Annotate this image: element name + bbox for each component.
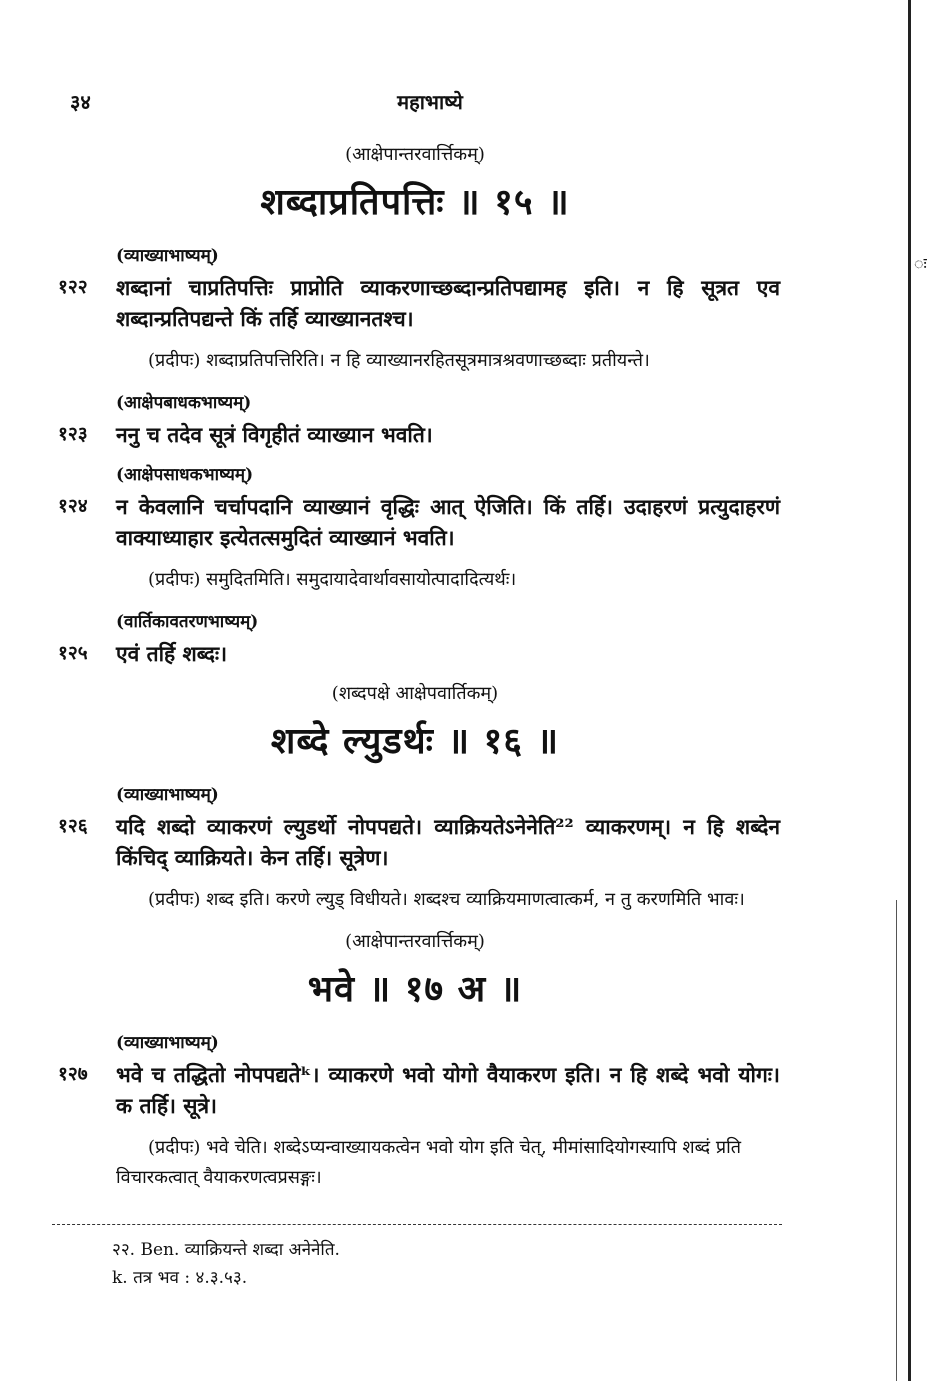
paragraph-number: १२३	[58, 423, 88, 445]
paragraph	[50, 491, 780, 553]
paragraph-text: एवं तर्हि शब्दः।	[116, 641, 228, 666]
varttika-heading: भवे ॥ १७ अ ॥	[307, 968, 523, 1010]
page-header	[70, 88, 790, 118]
page-edge-line	[908, 0, 911, 1381]
section-label: (आक्षेपान्तरवार्त्तिकम्)	[345, 144, 485, 165]
pradipa-commentary: (प्रदीपः) शब्द इति। करणे ल्युड् विधीयते। शब्दश्च व्याक्रियमाणत्वात्कर्म, न तु करणमिति भावः।	[148, 889, 745, 910]
paragraph	[50, 811, 780, 873]
paragraph-number: १२४	[58, 495, 88, 517]
paragraph-number: १२५	[58, 642, 88, 664]
section-17	[50, 929, 780, 1193]
commentary-label: (व्याख्याभाष्यम्)	[116, 1033, 219, 1053]
commentary-label: (वार्तिकावतरणभाष्यम्)	[116, 612, 259, 632]
page-edge-line-secondary	[896, 900, 897, 1381]
varttika-heading: शब्दे ल्युडर्थः ॥ १६ ॥	[270, 720, 560, 762]
paragraph	[50, 638, 780, 669]
section-15	[50, 142, 780, 376]
paragraph-number: १२२	[58, 276, 88, 298]
pradipa-commentary: (प्रदीपः) शब्दाप्रतिपत्तिरिति। न हि व्याख्यानरहितसूत्रमात्रश्रवणाच्छब्दाः प्रतीयन्ते।	[148, 350, 650, 371]
paragraph-text: यदि शब्दो व्याकरणं ल्युडर्थो नोपपद्यते। व्याक्रियतेऽनेनेति²² व्याकरणम्। न हि शब्देन किंचिद् व्याक्रियते। केन तर्हि। सूत्रेण।	[116, 814, 780, 870]
footnote: k. तत्र भव : ४.३.५३.	[112, 1268, 248, 1288]
paragraph-text: भवे च तद्धितो नोपपद्यतेᵏ। व्याकरणे भवो योगो वैयाकरण इति। न हि शब्दे भवो योगः। क तर्हि। सूत्रे।	[116, 1062, 780, 1118]
section-125	[50, 609, 780, 669]
paragraph	[50, 272, 780, 334]
varttika-heading: शब्दाप्रतिपत्तिः ॥ १५ ॥	[260, 181, 570, 223]
commentary-label: (आक्षेपबाधकभाष्यम्)	[116, 393, 252, 413]
paragraph-number: १२६	[58, 815, 88, 837]
page-content	[50, 136, 780, 1207]
commentary-label: (व्याख्याभाष्यम्)	[116, 785, 219, 805]
section-label: (आक्षेपान्तरवार्त्तिकम्)	[345, 931, 485, 952]
paragraph	[50, 419, 780, 450]
paragraph-text: शब्दानां चाप्रतिपत्तिः प्राप्नोति व्याकरणाच्छब्दान्प्रतिपद्यामह इति। न हि सूत्रत एव शब्दान्प्रतिपद्यन्ते किं तर्हि व्याख्यानतश्च।	[116, 275, 780, 331]
margin-mark: ः	[914, 254, 927, 273]
paragraph	[50, 1059, 780, 1121]
footnote: २२. Ben. व्याक्रियन्ते शब्दा अनेनेति.	[112, 1240, 340, 1260]
commentary-label: (आक्षेपसाधकभाष्यम्)	[116, 465, 254, 485]
footnotes	[112, 1236, 762, 1292]
pradipa-commentary: (प्रदीपः) समुदितमिति। समुदायादेवार्थावसायोत्पादादित्यर्थः।	[148, 569, 517, 590]
page-number: ३४	[70, 90, 91, 114]
pradipa-commentary: (प्रदीपः) भवे चेति। शब्देऽप्यन्वाख्यायकत्वेन भवो योग इति चेत्, मीमांसादियोगस्यापि शब्दं प्रति विचारकत्वात् वैयाकरणत्वप्रसङ्गः।	[116, 1137, 742, 1188]
footnote-divider	[52, 1224, 782, 1225]
paragraph-text: न केवलानि चर्चापदानि व्याख्यानं वृद्धिः आत् ऐजिति। किं तर्हि। उदाहरणं प्रत्युदाहरणं वाक्याध्याहार इत्येतत्समुदितं व्याख्यानं भवति।	[116, 494, 781, 550]
section-label: (शब्दपक्षे आक्षेपवार्तिकम्)	[331, 683, 499, 704]
paragraph-text: ननु च तदेव सूत्रं विगृहीतं व्याख्यान भवति।	[116, 422, 433, 447]
running-title: महाभाष्ये	[397, 90, 463, 114]
section-124	[50, 462, 780, 595]
section-16	[50, 681, 780, 915]
paragraph-number: १२७	[58, 1063, 88, 1085]
section-123	[50, 390, 780, 450]
commentary-label: (व्याख्याभाष्यम्)	[116, 246, 219, 266]
